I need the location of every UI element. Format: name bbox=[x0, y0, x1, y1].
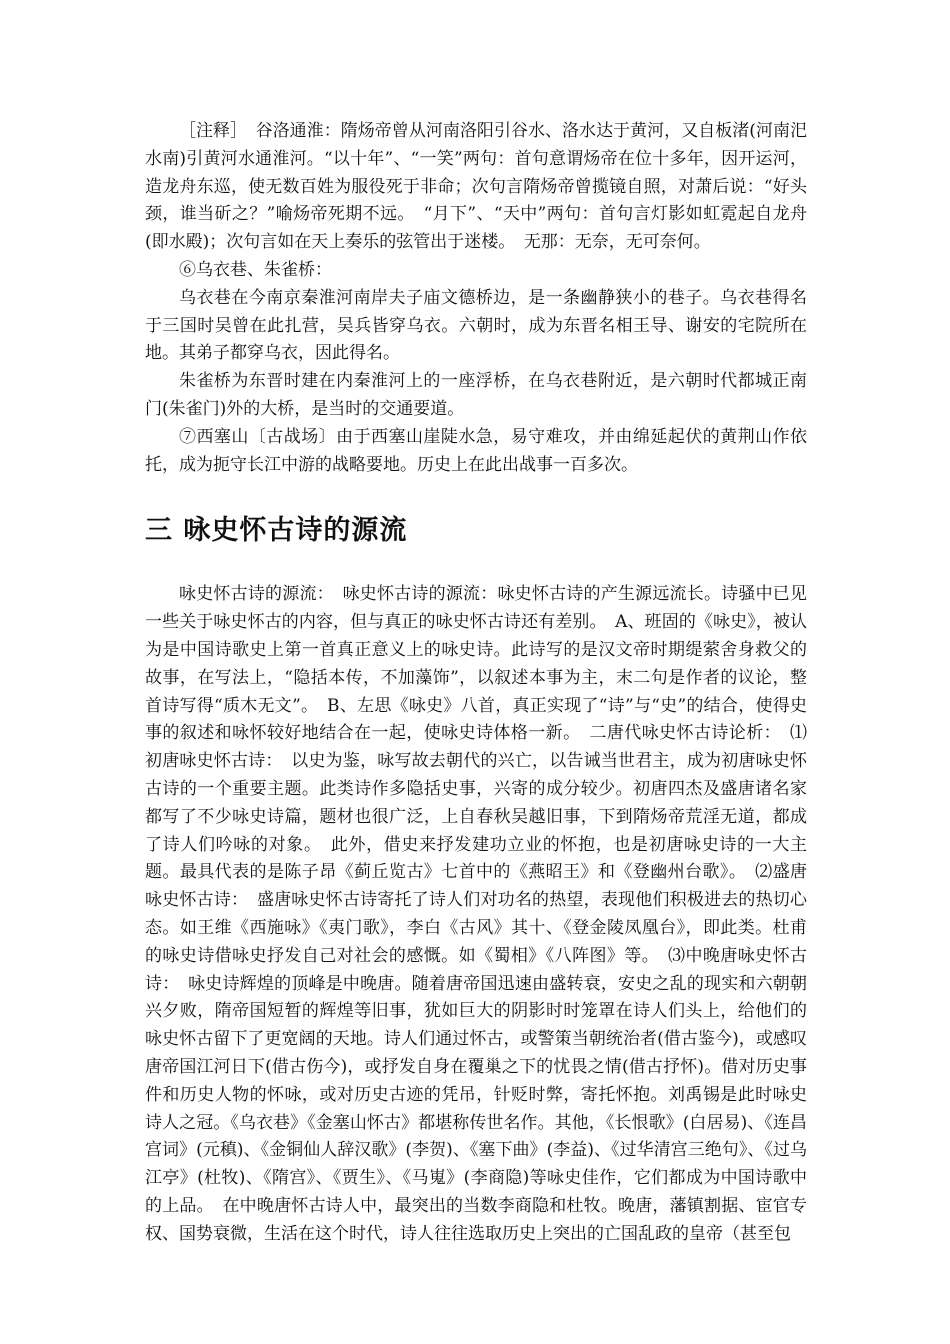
document-page bbox=[145, 118, 807, 1248]
annotation-item-title: ⑥乌衣巷、朱雀桥： bbox=[179, 259, 332, 280]
annotation-paragraph: 朱雀桥为东晋时建在内秦淮河上的一座浮桥，在乌衣巷附近，是六朝时代都城正南门(朱雀门)外的大桥，是当时的交通要道。 bbox=[145, 371, 807, 419]
annotation-paragraph: 乌衣巷在今南京秦淮河南岸夫子庙文德桥边，是一条幽静狭小的巷子。乌衣巷得名于三国时吴曾在此扎营，吴兵皆穿乌衣。六朝时，成为东晋名相王导、谢安的宅院所在地。其弟子都穿乌衣，因此得名。 bbox=[145, 287, 807, 364]
section-body: 咏史怀古诗的源流： 咏史怀古诗的源流：咏史怀古诗的产生源远流长。诗骚中已见一些关于咏史怀古的内容，但与真正的咏史怀古诗还有差别。 A、班固的《咏史》，被认为是中国诗歌史上第一首真正意义上的咏史诗。此诗写的是汉文帝时期缇萦舍身救父的故事，在写法上，“隐括本传，不加藻饰”，以叙述本事为主，末二句是作者的议论，整首诗写得“质木无文”。 B、左思《咏史》八首，真正实现了“诗”与“史”的结合，使得史事的叙述和咏怀较好地结合在一起，使咏史诗体格一新。 二唐代咏史怀古诗论析： ⑴初唐咏史怀古诗： 以史为鉴，咏写故去朝代的兴亡，以告诫当世君主，成为初唐咏史怀古诗的一个重要主题。此类诗作多隐括史事，兴寄的成分较少。初唐四杰及盛唐诸名家都写了不少咏史诗篇，题材也很广泛，上自春秋吴越旧事，下到隋炀帝荒淫无道，都成了诗人们吟咏的对象。 此外，借史来抒发建功立业的怀抱，也是初唐咏史诗的一大主题。最具代表的是陈子昂《蓟丘览古》七首中的《燕昭王》和《登幽州台歌》。 ⑵盛唐咏史怀古诗： 盛唐咏史怀古诗寄托了诗人们对功名的热望，表现他们积极进去的热切心态。如王维《西施咏》《夷门歌》，李白《古风》其十、《登金陵凤凰台》，即此类。杜甫的咏史诗借咏史抒发自己对社会的感慨。如《蜀相》《八阵图》等。 ⑶中晚唐咏史怀古诗： 咏史诗辉煌的顶峰是中晚唐。随着唐帝国迅速由盛转衰，安史之乱的现实和六朝朝兴夕败，隋帝国短暂的辉煌等旧事，犹如巨大的阴影时时笼罩在诗人们头上，给他们的咏史怀古留下了更宽阔的天地。诗人们通过怀古，或警策当朝统治者(借古鉴今)，或感叹唐帝国江河日下(借古伤今)，或抒发自身在覆巢之下的忧畏之情(借古抒怀)。借对历史事件和历史人物的怀咏，或对历史古迹的凭吊，针贬时弊，寄托怀抱。刘禹锡是此时咏史诗人之冠。《乌衣巷》《金塞山怀古》都堪称传世名作。其他，《长恨歌》(白居易)、《连昌宫词》(元稹)、《金铜仙人辞汉歌》(李贺)、《塞下曲》(李益)、《过华清宫三绝句》、《过乌江亭》(杜牧)、《隋宫》、《贾生》、《马嵬》(李商隐)等咏史佳作，它们都成为中国诗歌中的上品。 在中晚唐怀古诗人中，最突出的当数李商隐和杜牧。晚唐，藩镇割据、宦官专权、国势衰微，生活在这个时代，诗人往往选取历史上突出的亡国乱政的皇帝（甚至包 bbox=[145, 584, 807, 1244]
section-heading: 三 咏史怀古诗的源流 bbox=[145, 515, 408, 547]
annotation-paragraph: ⑦西塞山〔古战场〕由于西塞山崖陡水急，易守难攻，并由绵延起伏的黄荆山作依托，成为扼守长江中游的战略要地。历史上在此出战事一百多次。 bbox=[145, 426, 807, 475]
annotation-paragraph: ［注释］ 谷洛通淮：隋炀帝曾从河南洛阳引谷水、洛水达于黄河，又自板渚(河南汜水南)引黄河水通淮河。“以十年”、“一笑”两句：首句意谓炀帝在位十多年，因开运河，造龙舟东巡，使无数百姓为服役死于非命；次句言隋炀帝曾揽镜自照，对萧后说：“好头颈，谁当斫之？”喻炀帝死期不远。 “月下”、“天中”两句：首句言灯影如虹霓起自龙舟(即水殿)；次句言如在天上奏乐的弦管出于迷楼。 无那：无奈，无可奈何。 bbox=[145, 121, 807, 253]
